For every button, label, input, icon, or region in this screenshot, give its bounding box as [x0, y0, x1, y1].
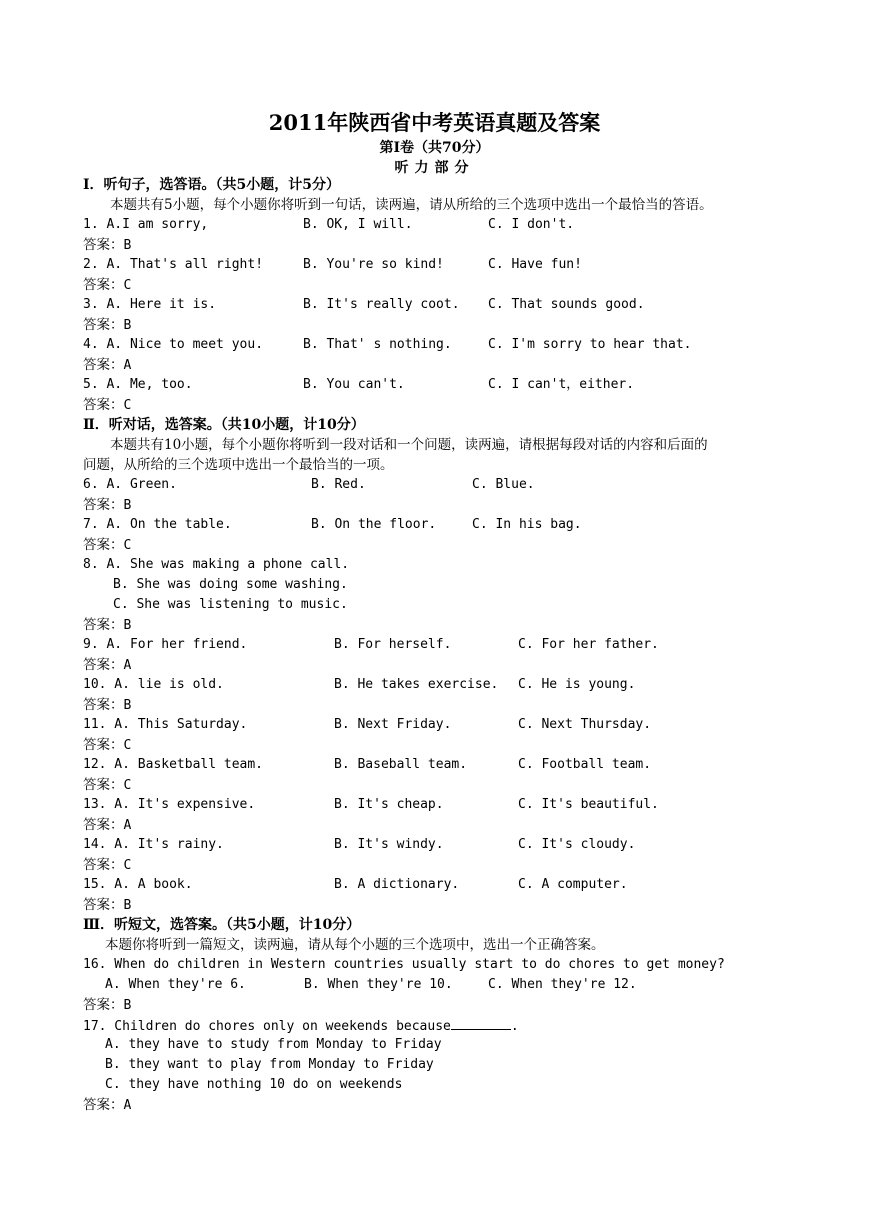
option-b: B. When they're 10.	[304, 977, 453, 992]
option-c: C. Football team.	[518, 757, 652, 772]
option-c: C. When they're 12.	[488, 977, 637, 992]
question-6	[83, 475, 803, 495]
answer-key: C	[123, 738, 132, 753]
option-c: C. In his bag.	[472, 517, 582, 532]
answer-label: 答案：	[83, 617, 124, 633]
question-2	[83, 255, 803, 275]
question-3	[83, 295, 803, 315]
question-16-options	[83, 975, 803, 995]
part-title: 第Ⅰ卷（共70分）	[379, 140, 490, 156]
question-17-option-a	[83, 1035, 803, 1055]
section-3-heading: Ⅲ．听短文，选答案。（共5小题，计10分）	[83, 917, 361, 933]
option-c: C. I don't.	[488, 217, 575, 232]
answer-label: 答案：	[83, 857, 124, 873]
option-b: B. You can't.	[303, 377, 405, 392]
question-8-option-c	[83, 595, 803, 615]
answer-key: B	[123, 998, 132, 1013]
option-b: B. That' s nothing.	[303, 337, 452, 352]
option-c: C. A computer.	[518, 877, 628, 892]
answer-13	[83, 815, 803, 835]
answer-5	[83, 395, 803, 415]
question-5	[83, 375, 803, 395]
answer-key: B	[123, 498, 132, 513]
answer-4	[83, 355, 803, 375]
option-a: 15. A. A book.	[83, 877, 193, 892]
question-17-option-b	[83, 1055, 803, 1075]
answer-key: B	[123, 618, 132, 633]
question-number: 1. A.	[83, 217, 123, 232]
section-1-instruction: 本题共有5小题，每个小题你将听到一句话，读两遍，请从所给的三个选项中选出一个最恰当的答语。	[110, 197, 713, 213]
answer-label: 答案：	[83, 657, 124, 673]
answer-label: 答案：	[83, 497, 124, 513]
question-11	[83, 715, 803, 735]
answer-label: 答案：	[83, 317, 124, 333]
option-a: 13. A. It's expensive.	[83, 797, 256, 812]
answer-key: C	[123, 398, 132, 413]
answer-17	[83, 1095, 803, 1115]
answer-key: C	[123, 858, 132, 873]
option-a: I am sorry,	[122, 217, 209, 232]
question-8-option-b	[83, 575, 803, 595]
section-2-instruction-line-2: 问题，从所给的三个选项中选出一个最恰当的一项。	[83, 457, 394, 473]
option-b: B. Red.	[311, 477, 366, 492]
answer-2	[83, 275, 803, 295]
section-title: 听力部分	[394, 160, 475, 176]
section-1-heading: Ⅰ．听句子，选答语。（共5小题，计5分）	[83, 177, 341, 193]
option-b: B. She was doing some washing.	[113, 577, 348, 592]
answer-11	[83, 735, 803, 755]
document-title: 2011年陕西省中考英语真题及答案	[268, 110, 601, 135]
answer-key: C	[123, 278, 132, 293]
question-number: 4. A.	[83, 337, 123, 352]
option-c: C. I can't，either.	[488, 377, 635, 392]
answer-1	[83, 235, 803, 255]
section-2-heading: Ⅱ．听对话，选答案。（共10小题，计10分）	[83, 417, 365, 433]
answer-key: B	[123, 698, 132, 713]
answer-label: 答案：	[83, 897, 124, 913]
option-c: C. they have nothing 10 do on weekends	[105, 1077, 403, 1092]
answer-label: 答案：	[83, 1097, 124, 1113]
option-a: 14. A. It's rainy.	[83, 837, 224, 852]
answer-label: 答案：	[83, 737, 124, 753]
answer-3	[83, 315, 803, 335]
option-a: Nice to meet you.	[129, 337, 264, 352]
question-13	[83, 795, 803, 815]
option-b: B. On the floor.	[311, 517, 437, 532]
question-14	[83, 835, 803, 855]
answer-14	[83, 855, 803, 875]
answer-key: A	[123, 358, 132, 373]
option-b: B. Next Friday.	[334, 717, 452, 732]
option-a: Me, too.	[129, 377, 193, 392]
question-9	[83, 635, 803, 655]
option-c: C. Have fun!	[488, 257, 582, 272]
question-1	[83, 215, 803, 235]
option-b: B. A dictionary.	[334, 877, 460, 892]
option-b: B. It's windy.	[334, 837, 444, 852]
option-a: Here it is.	[129, 297, 217, 312]
option-c: C. She was listening to music.	[113, 597, 348, 612]
option-c: C. Next Thursday.	[518, 717, 652, 732]
question-7	[83, 515, 803, 535]
option-b: B. It's really coot.	[303, 297, 460, 312]
answer-7	[83, 535, 803, 555]
option-a: A. When they're 6.	[105, 977, 246, 992]
option-c: C. Blue.	[472, 477, 535, 492]
question-16: 16. When do children in Western countries usually start to do chores to get money?	[83, 957, 725, 972]
option-a: 7. A. On the table.	[83, 517, 232, 532]
question-list	[83, 175, 803, 1115]
option-b: B. For herself.	[334, 637, 452, 652]
option-c: C. That sounds good.	[488, 297, 645, 312]
question-4	[83, 335, 803, 355]
answer-label: 答案：	[83, 997, 124, 1013]
option-a: 11. A. This Saturday.	[83, 717, 248, 732]
answer-label: 答案：	[83, 817, 124, 833]
question-stem: 17. Children do chores only on weekends because	[83, 1019, 451, 1034]
answer-key: A	[123, 818, 132, 833]
answer-12	[83, 775, 803, 795]
section-3-instruction: 本题你将听到一篇短文，读两遍，请从每个小题的三个选项中，选出一个正确答案。	[105, 937, 605, 953]
option-b: B. He takes exercise.	[334, 677, 499, 692]
option-a: 8. A. She was making a phone call.	[83, 557, 350, 572]
option-b: B. OK, I will.	[303, 217, 413, 232]
question-number: 5. A.	[83, 377, 123, 392]
question-17	[83, 1015, 803, 1035]
question-8	[83, 555, 803, 575]
answer-10	[83, 695, 803, 715]
option-c: C. For her father.	[518, 637, 659, 652]
answer-label: 答案：	[83, 777, 124, 793]
option-b: B. Baseball team.	[334, 757, 468, 772]
answer-label: 答案：	[83, 277, 124, 293]
option-a: 9. A. For her friend.	[83, 637, 248, 652]
answer-key: B	[123, 238, 132, 253]
answer-15	[83, 895, 803, 915]
option-b: B. they want to play from Monday to Friday	[105, 1057, 434, 1072]
answer-key: B	[123, 898, 132, 913]
answer-label: 答案：	[83, 537, 124, 553]
option-b: B. You're so kind!	[303, 257, 444, 272]
option-c: C. It's cloudy.	[518, 837, 636, 852]
question-15	[83, 875, 803, 895]
option-a: 10. A. lie is old.	[83, 677, 224, 692]
answer-6	[83, 495, 803, 515]
question-12	[83, 755, 803, 775]
answer-key: B	[123, 318, 132, 333]
answer-blank	[451, 1015, 511, 1030]
question-number: 3. A.	[83, 297, 123, 312]
answer-9	[83, 655, 803, 675]
answer-key: A	[123, 658, 132, 673]
option-c: C. It's beautiful.	[518, 797, 659, 812]
option-c: C. I'm sorry to hear that.	[488, 337, 692, 352]
answer-key: C	[123, 778, 132, 793]
answer-key: A	[123, 1098, 132, 1113]
stem-end: .	[510, 1019, 519, 1034]
section-2-instruction-line-1: 本题共有10小题，每个小题你将听到一段对话和一个问题，读两遍，请根据每段对话的内容和后面的	[110, 437, 708, 453]
option-a: 6. A. Green.	[83, 477, 177, 492]
question-number: 2. A.	[83, 257, 123, 272]
answer-label: 答案：	[83, 357, 124, 373]
answer-label: 答案：	[83, 237, 124, 253]
answer-label: 答案：	[83, 697, 124, 713]
option-b: B. It's cheap.	[334, 797, 444, 812]
question-17-option-c	[83, 1075, 803, 1095]
answer-label: 答案：	[83, 397, 124, 413]
answer-key: C	[123, 538, 132, 553]
option-a: 12. A. Basketball team.	[83, 757, 264, 772]
answer-16	[83, 995, 803, 1015]
question-10	[83, 675, 803, 695]
answer-8	[83, 615, 803, 635]
option-a: That's all right!	[129, 257, 264, 272]
option-c: C. He is young.	[518, 677, 636, 692]
option-a: A. they have to study from Monday to Friday	[105, 1037, 442, 1052]
